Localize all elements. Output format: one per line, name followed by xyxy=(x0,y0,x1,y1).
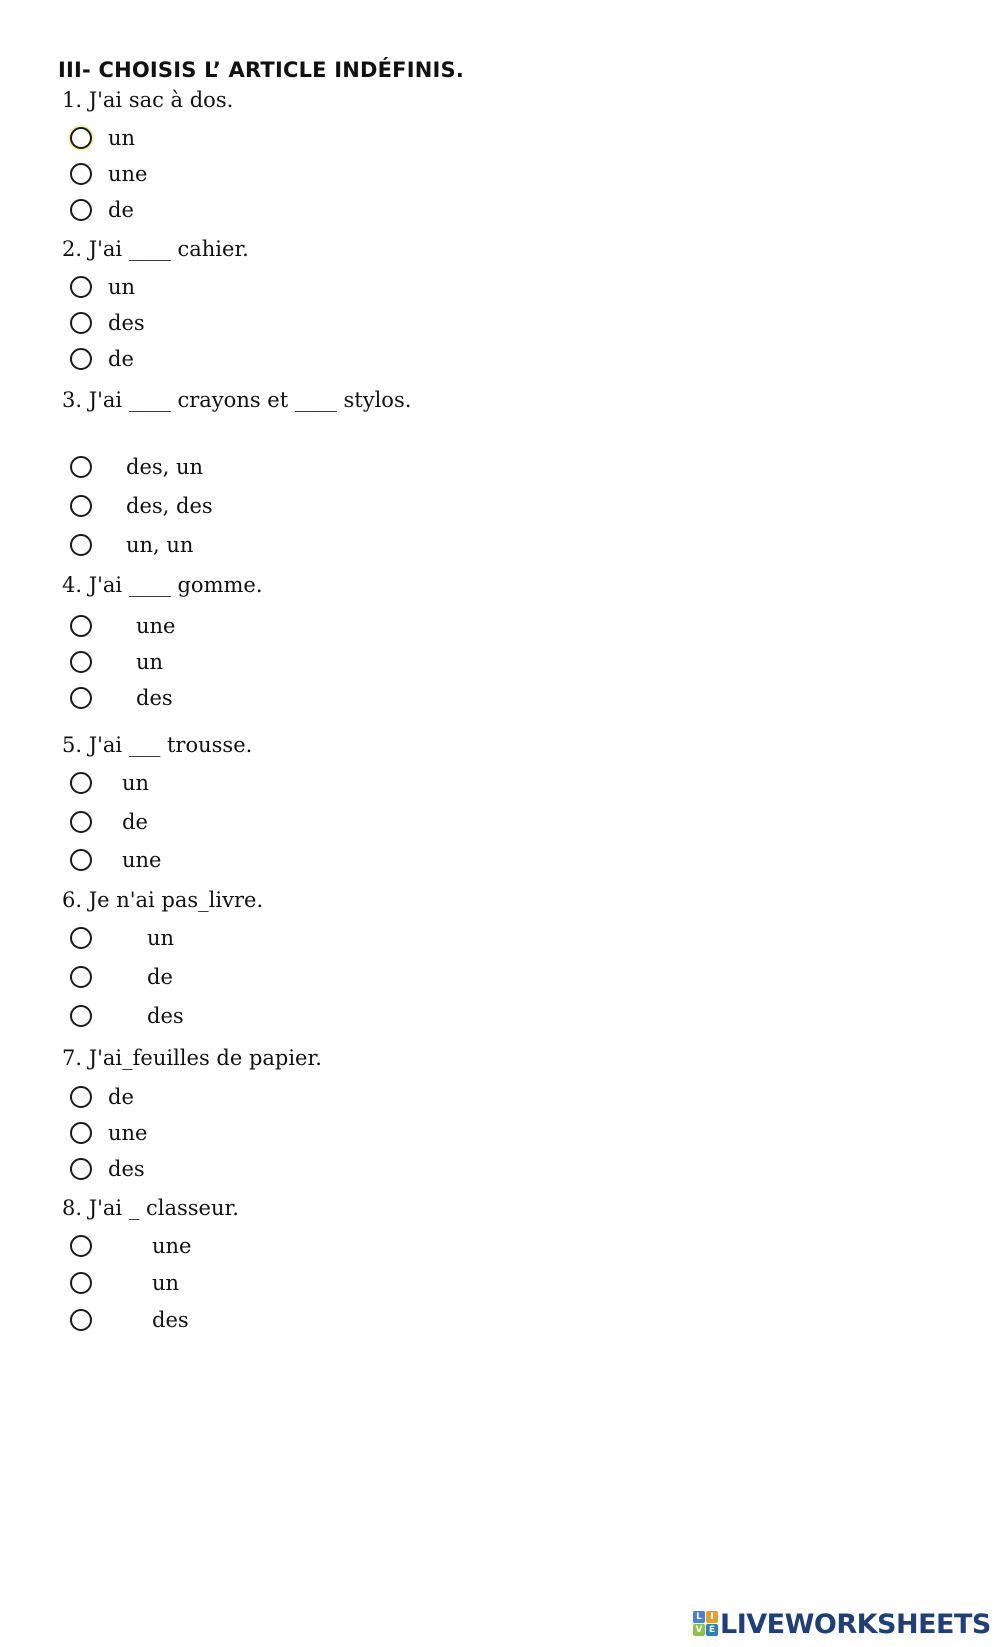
radio-button[interactable] xyxy=(70,312,92,334)
option-label: de xyxy=(147,965,173,989)
option-q2-2[interactable] xyxy=(70,310,390,340)
option-q5-2[interactable] xyxy=(70,809,390,839)
option-q2-1[interactable] xyxy=(70,274,390,304)
radio-button[interactable] xyxy=(70,127,92,149)
option-q8-1[interactable] xyxy=(70,1233,390,1263)
radio-button[interactable] xyxy=(70,811,92,833)
option-q3-3[interactable] xyxy=(70,532,390,562)
option-label: une xyxy=(152,1234,192,1258)
option-label: des xyxy=(108,1157,145,1181)
question-7: 7. J'ai_feuilles de papier. xyxy=(62,1046,322,1070)
option-q1-2[interactable] xyxy=(70,161,390,191)
radio-button[interactable] xyxy=(70,534,92,556)
option-q1-3[interactable] xyxy=(70,197,390,227)
option-label: de xyxy=(108,347,134,371)
option-label: des xyxy=(108,311,145,335)
option-label: des xyxy=(147,1004,184,1028)
option-label: un xyxy=(152,1271,180,1295)
radio-button[interactable] xyxy=(70,687,92,709)
radio-button[interactable] xyxy=(70,199,92,221)
option-q7-1[interactable] xyxy=(70,1084,390,1114)
radio-button[interactable] xyxy=(70,348,92,370)
question-2: 2. J'ai ____ cahier. xyxy=(62,237,249,261)
worksheet-title: III- CHOISIS L’ ARTICLE INDÉFINIS. xyxy=(58,58,465,82)
option-q7-2[interactable] xyxy=(70,1120,390,1150)
option-label: des, un xyxy=(126,455,204,479)
logo-letter: V xyxy=(693,1624,705,1636)
option-label: un xyxy=(147,926,175,950)
option-label: un xyxy=(108,126,136,150)
option-label: des xyxy=(136,686,173,710)
radio-button[interactable] xyxy=(70,927,92,949)
radio-button[interactable] xyxy=(70,276,92,298)
option-label: un xyxy=(108,275,136,299)
question-5: 5. J'ai ___ trousse. xyxy=(62,733,253,757)
option-q3-2[interactable] xyxy=(70,493,390,523)
option-label: de xyxy=(108,198,134,222)
option-label: des xyxy=(152,1308,189,1332)
option-q8-2[interactable] xyxy=(70,1270,390,1300)
option-q3-1[interactable] xyxy=(70,454,390,484)
question-8: 8. J'ai _ classeur. xyxy=(62,1196,239,1220)
option-q7-3[interactable] xyxy=(70,1156,390,1186)
radio-button[interactable] xyxy=(70,163,92,185)
radio-button[interactable] xyxy=(70,615,92,637)
option-q4-1[interactable] xyxy=(70,613,390,643)
logo-icon xyxy=(693,1611,719,1637)
question-6: 6. Je n'ai pas_livre. xyxy=(62,888,264,912)
option-q5-3[interactable] xyxy=(70,847,390,877)
option-label: un, un xyxy=(126,533,194,557)
option-q6-1[interactable] xyxy=(70,925,390,955)
radio-button[interactable] xyxy=(70,456,92,478)
logo-letter: I xyxy=(706,1611,718,1623)
option-q6-2[interactable] xyxy=(70,964,390,994)
option-q8-3[interactable] xyxy=(70,1307,390,1337)
radio-button[interactable] xyxy=(70,966,92,988)
logo-letter: E xyxy=(706,1624,718,1636)
radio-button[interactable] xyxy=(70,651,92,673)
brand-name: LIVEWORKSHEETS xyxy=(720,1609,991,1640)
radio-button[interactable] xyxy=(70,772,92,794)
option-label: une xyxy=(122,848,162,872)
question-3: 3. J'ai ____ crayons et ____ stylos. xyxy=(62,388,412,412)
option-label: de xyxy=(122,810,148,834)
radio-button[interactable] xyxy=(70,1309,92,1331)
radio-button[interactable] xyxy=(70,849,92,871)
radio-button[interactable] xyxy=(70,1272,92,1294)
radio-button[interactable] xyxy=(70,1158,92,1180)
radio-button[interactable] xyxy=(70,495,92,517)
option-q6-3[interactable] xyxy=(70,1003,390,1033)
radio-button[interactable] xyxy=(70,1005,92,1027)
option-q1-1[interactable] xyxy=(70,125,390,155)
option-q2-3[interactable] xyxy=(70,346,390,376)
option-q4-2[interactable] xyxy=(70,649,390,679)
option-label: une xyxy=(108,1121,148,1145)
logo-letter: L xyxy=(693,1611,705,1623)
question-4: 4. J'ai ____ gomme. xyxy=(62,573,263,597)
option-q4-3[interactable] xyxy=(70,685,390,715)
option-label: une xyxy=(136,614,176,638)
option-label: un xyxy=(136,650,164,674)
question-1: 1. J'ai sac à dos. xyxy=(62,88,234,112)
option-label: des, des xyxy=(126,494,213,518)
option-label: une xyxy=(108,162,148,186)
option-q5-1[interactable] xyxy=(70,770,390,800)
radio-button[interactable] xyxy=(70,1122,92,1144)
radio-button[interactable] xyxy=(70,1235,92,1257)
option-label: un xyxy=(122,771,150,795)
option-label: de xyxy=(108,1085,134,1109)
radio-button[interactable] xyxy=(70,1086,92,1108)
